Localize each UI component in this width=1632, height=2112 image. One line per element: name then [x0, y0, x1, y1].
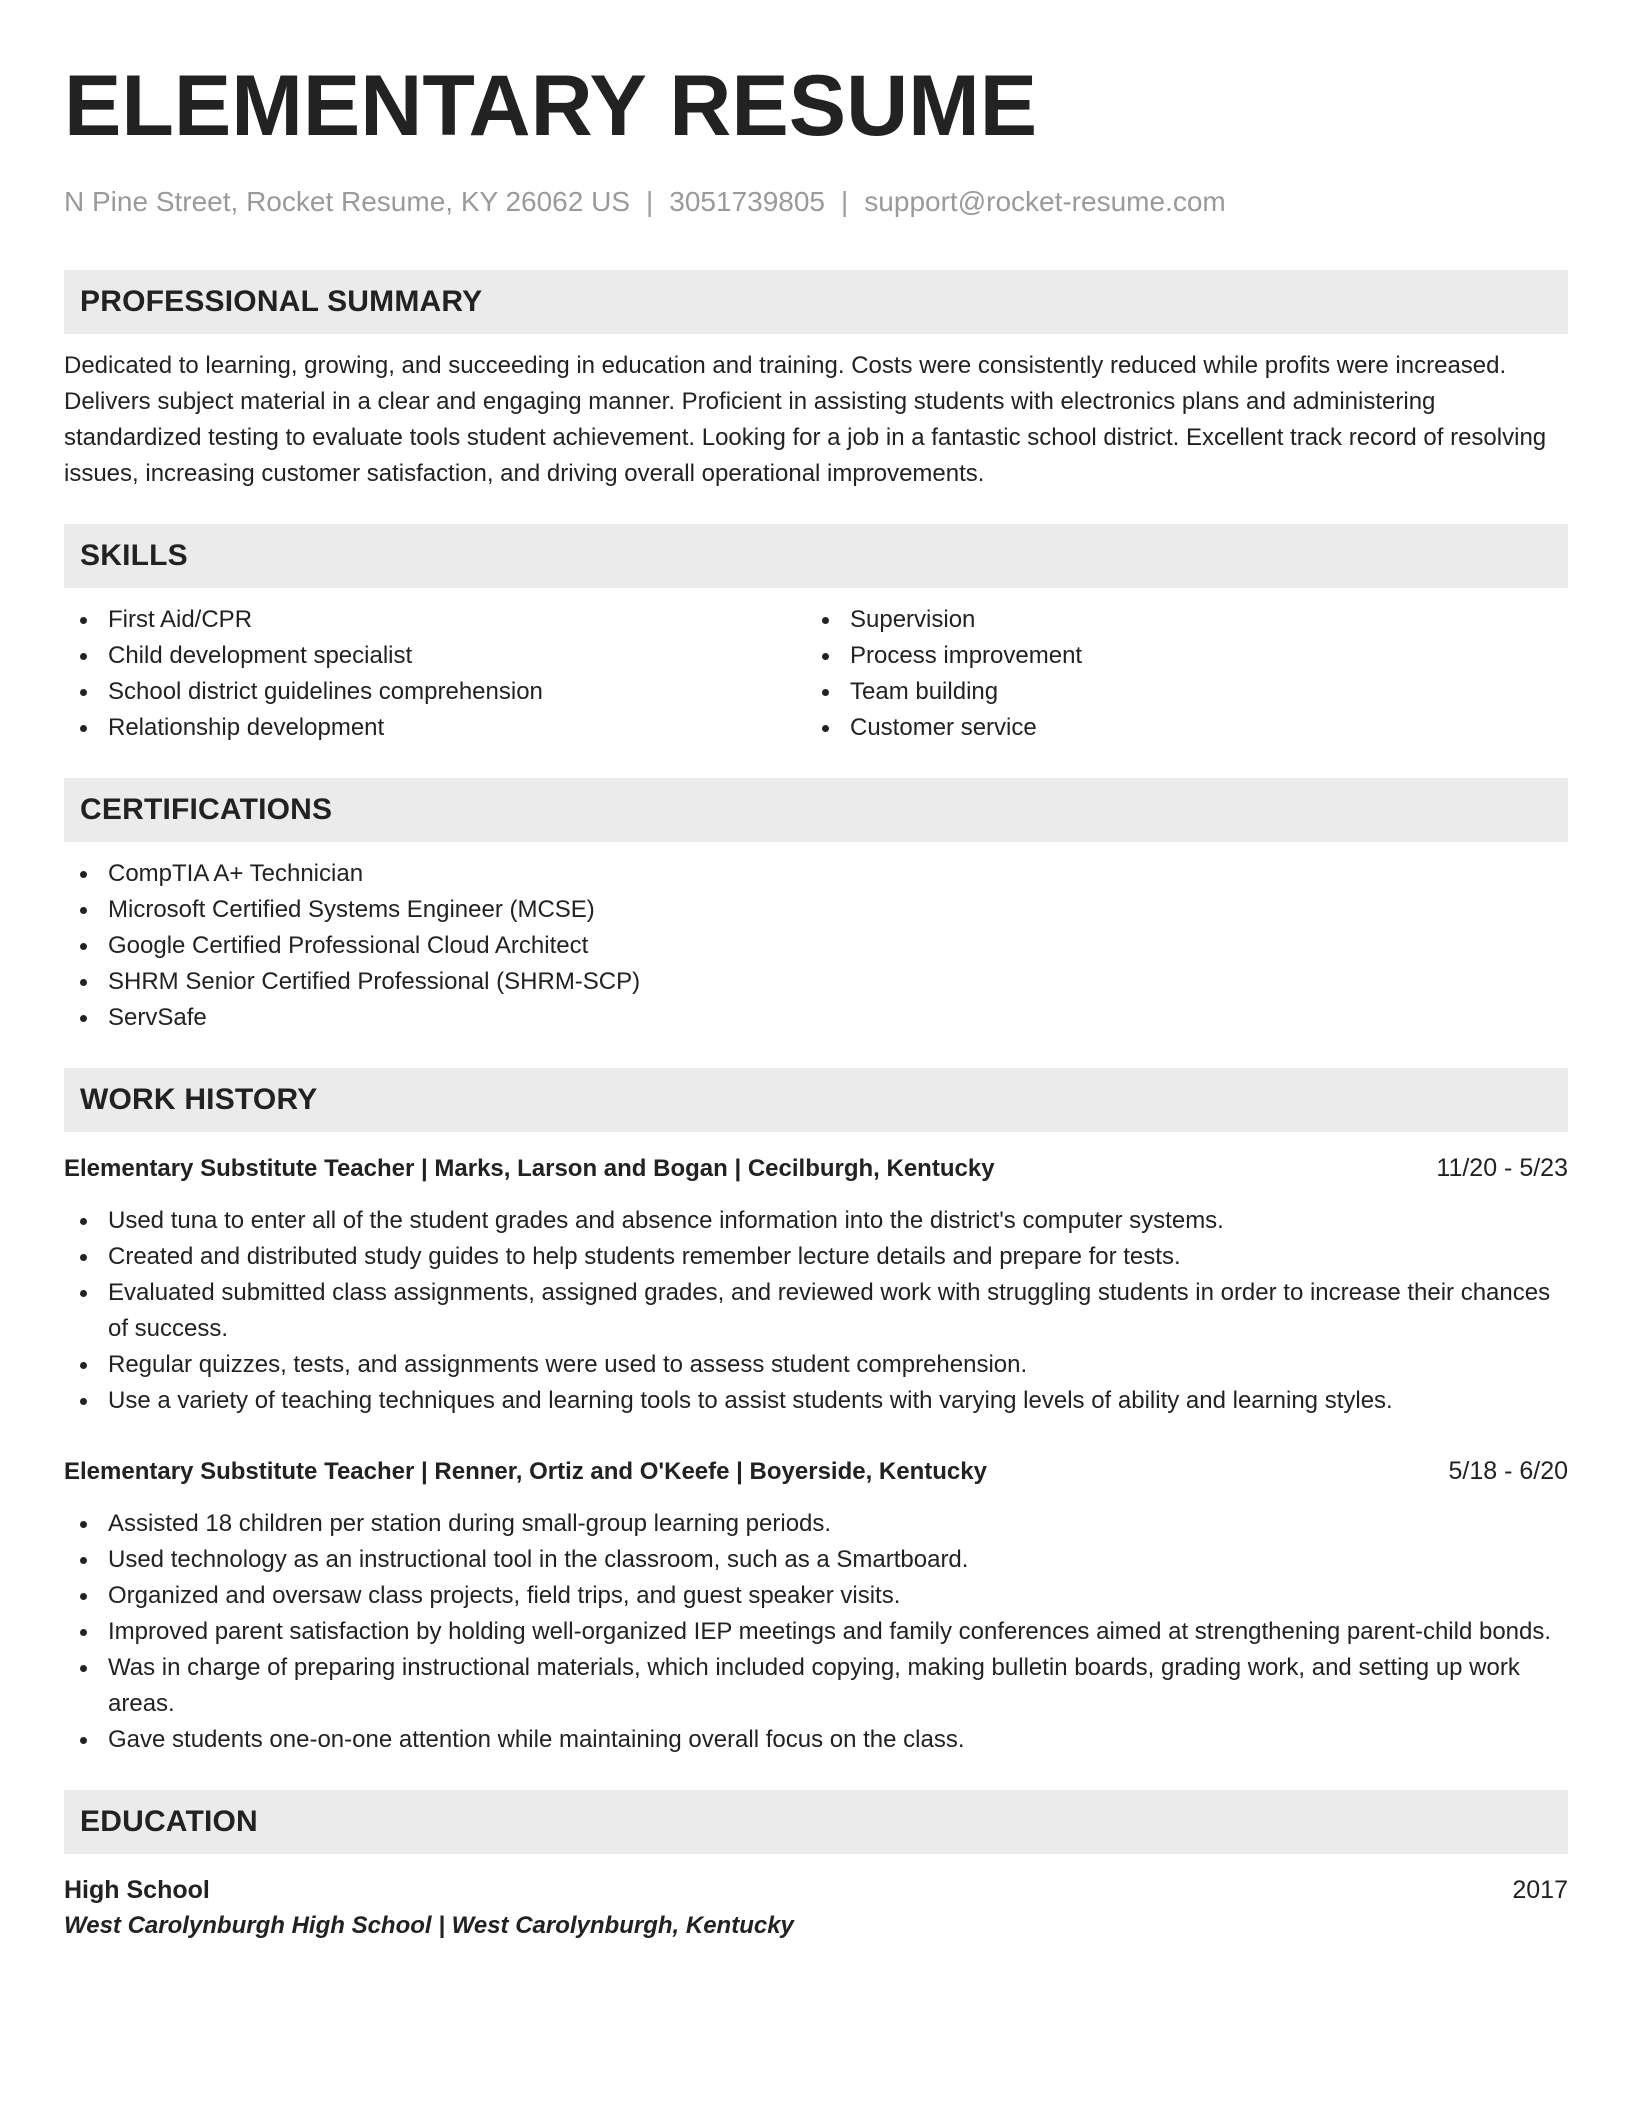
- skills-heading: SKILLS: [64, 524, 1568, 588]
- job-bullet: Organized and oversaw class projects, field trips, and guest speaker visits.: [64, 1578, 1568, 1614]
- work-history-heading: WORK HISTORY: [64, 1068, 1568, 1132]
- job-header: [64, 1150, 1568, 1187]
- job-dates: 11/20 - 5/23: [1436, 1154, 1568, 1182]
- skills-list-left: [64, 602, 806, 746]
- certification-item: ServSafe: [64, 1000, 1568, 1036]
- job-header: [64, 1453, 1568, 1490]
- job-title: Elementary Substitute Teacher | Renner, Ortiz and O'Keefe | Boyerside, Kentucky: [64, 1458, 987, 1485]
- certification-item: SHRM Senior Certified Professional (SHRM-SCP): [64, 964, 1568, 1000]
- certifications-list: [64, 856, 1568, 1036]
- skill-item: Customer service: [806, 710, 1548, 746]
- job-bullet: Used tuna to enter all of the student grades and absence information into the district's computer systems.: [64, 1203, 1568, 1239]
- skill-item: Relationship development: [64, 710, 806, 746]
- education-school: West Carolynburgh High School | West Carolynburgh, Kentucky: [64, 1912, 794, 1939]
- skill-item: School district guidelines comprehension: [64, 674, 806, 710]
- summary-heading: PROFESSIONAL SUMMARY: [64, 270, 1568, 334]
- job-dates: 5/18 - 6/20: [1448, 1457, 1568, 1485]
- skill-item: Child development specialist: [64, 638, 806, 674]
- education-header: [64, 1872, 1568, 1908]
- job-title: Elementary Substitute Teacher | Marks, Larson and Bogan | Cecilburgh, Kentucky: [64, 1155, 995, 1182]
- job-bullet: Was in charge of preparing instructional materials, which included copying, making bulletin boards, grading work, and setting up work areas.: [64, 1650, 1568, 1722]
- skill-item: First Aid/CPR: [64, 602, 806, 638]
- certification-item: Google Certified Professional Cloud Architect: [64, 928, 1568, 964]
- contact-separator: |: [841, 186, 849, 217]
- contact-separator: |: [646, 186, 654, 217]
- skills-list-right: [806, 602, 1548, 746]
- contact-line: [64, 184, 1568, 220]
- job-bullet: Gave students one-on-one attention while maintaining overall focus on the class.: [64, 1722, 1568, 1758]
- contact-phone: 3051739805: [669, 186, 826, 217]
- education-heading: EDUCATION: [64, 1790, 1568, 1854]
- education-degree: High School: [64, 1876, 210, 1904]
- job-entry: [64, 1453, 1568, 1758]
- certification-item: Microsoft Certified Systems Engineer (MCSE): [64, 892, 1568, 928]
- job-bullet: Improved parent satisfaction by holding well-organized IEP meetings and family conferences aimed at strengthening parent-child bonds.: [64, 1614, 1568, 1650]
- skill-item: Team building: [806, 674, 1548, 710]
- education-year: 2017: [1512, 1876, 1568, 1904]
- skill-item: Supervision: [806, 602, 1548, 638]
- contact-email: support@rocket-resume.com: [864, 186, 1226, 217]
- job-bullet: Use a variety of teaching techniques and learning tools to assist students with varying levels of ability and learning styles.: [64, 1383, 1568, 1419]
- job-bullet: Used technology as an instructional tool in the classroom, such as a Smartboard.: [64, 1542, 1568, 1578]
- skill-item: Process improvement: [806, 638, 1548, 674]
- certifications-heading: CERTIFICATIONS: [64, 778, 1568, 842]
- job-bullet: Assisted 18 children per station during small-group learning periods.: [64, 1506, 1568, 1542]
- job-bullet: Created and distributed study guides to help students remember lecture details and prepare for tests.: [64, 1239, 1568, 1275]
- resume-name: ELEMENTARY RESUME: [64, 58, 1038, 154]
- job-bullets: [64, 1203, 1568, 1419]
- work-history: [64, 1150, 1568, 1758]
- job-bullets: [64, 1506, 1568, 1758]
- skills-grid: [64, 602, 1568, 746]
- job-bullet: Evaluated submitted class assignments, assigned grades, and reviewed work with struggling students in order to increase their chances of success.: [64, 1275, 1568, 1347]
- contact-address: N Pine Street, Rocket Resume, KY 26062 US: [64, 186, 630, 217]
- job-entry: [64, 1150, 1568, 1419]
- certification-item: CompTIA A+ Technician: [64, 856, 1568, 892]
- summary-text: Dedicated to learning, growing, and succeeding in education and training. Costs were consistently reduced while profits were increased. Delivers subject material in a clear and engaging manner. Proficient in assisting students with electronics plans and administering standardized testing to evaluate tools student achievement. Looking for a job in a fantastic school district. Excellent track record of resolving issues, increasing customer satisfaction, and driving overall operational improvements.: [64, 352, 1547, 487]
- job-bullet: Regular quizzes, tests, and assignments were used to assess student comprehension.: [64, 1347, 1568, 1383]
- education-entry: [64, 1872, 1568, 1944]
